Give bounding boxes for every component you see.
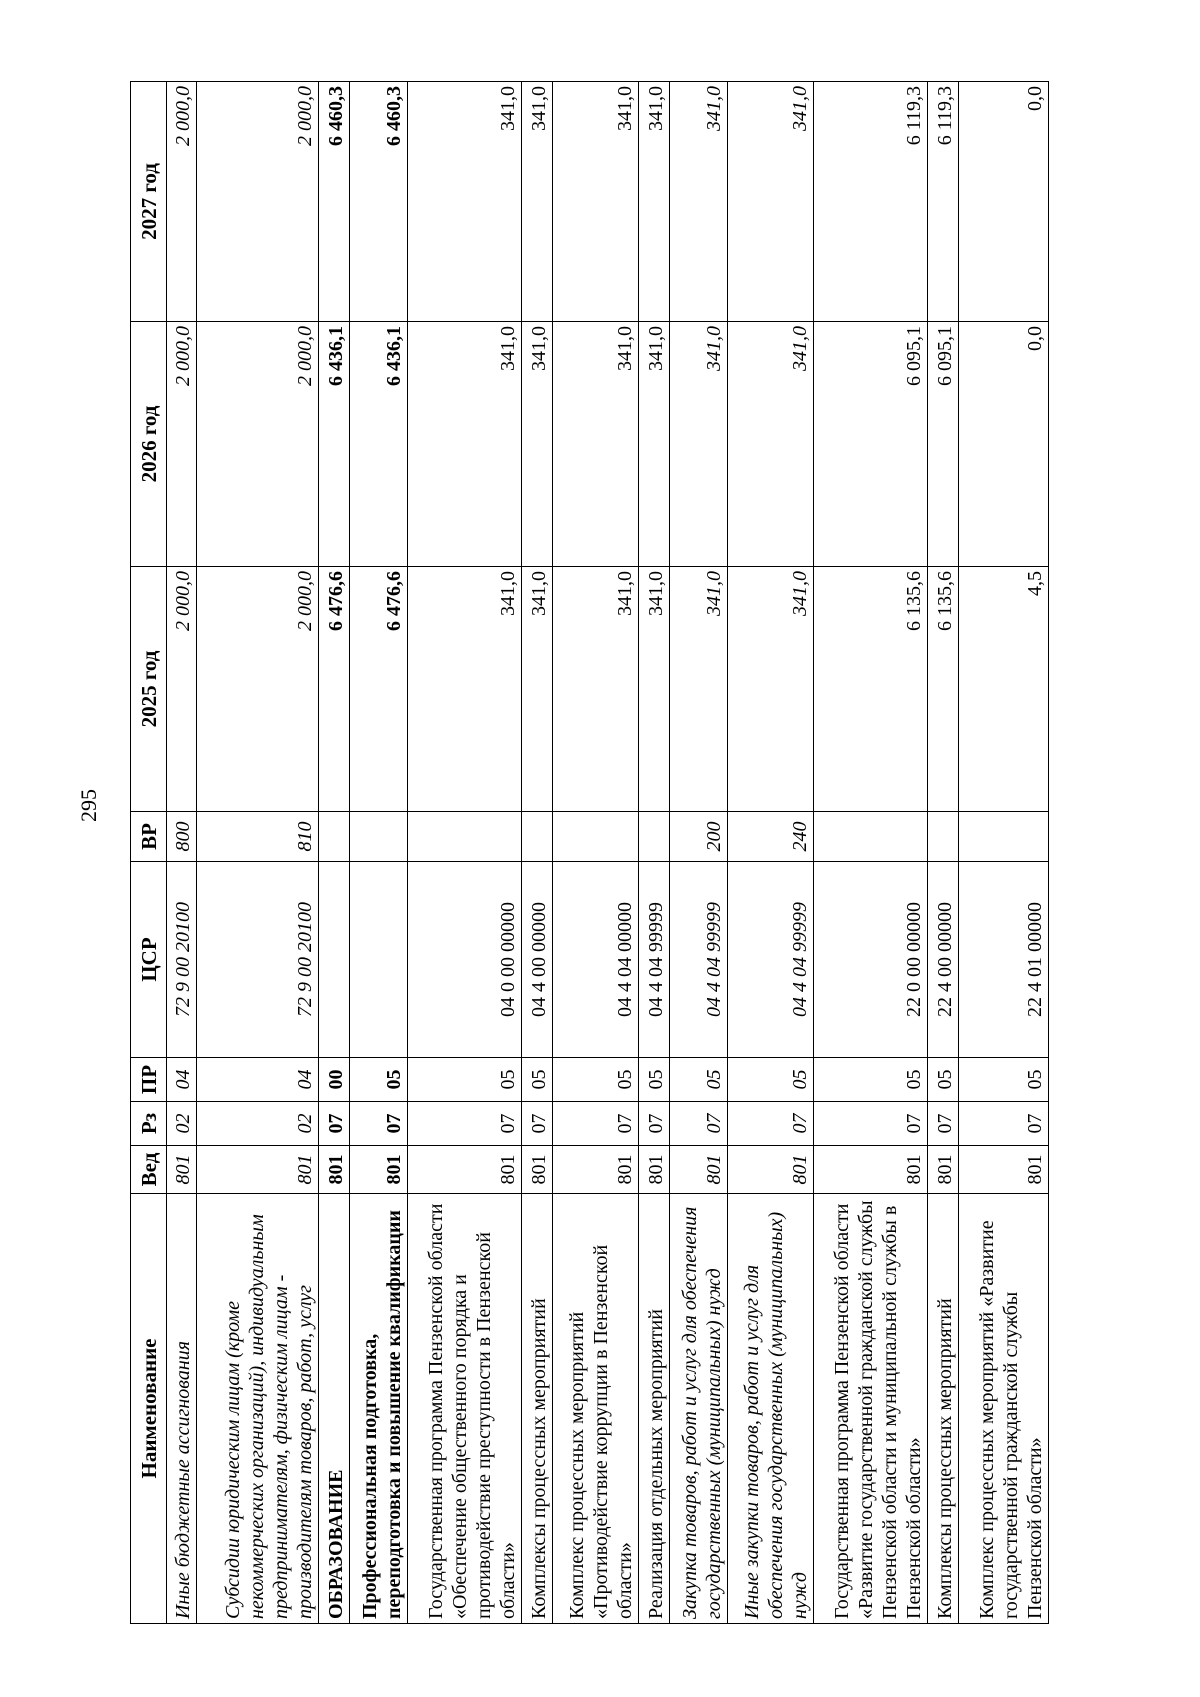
cell-ved: 801 [408,1146,522,1194]
cell-rz: 07 [728,1102,814,1146]
budget-table [130,81,1049,1624]
cell-csr: 04 4 04 99999 [670,862,728,1058]
budget-table-container [130,82,1046,1624]
header-name: Наименование [131,1194,167,1624]
cell-y2025: 6 135,6 [928,567,959,812]
cell-y2026: 341,0 [522,322,553,567]
table-row [814,82,928,1624]
cell-pr: 05 [639,1058,670,1102]
cell-csr [350,862,408,1058]
cell-vr [928,812,959,862]
cell-vr [408,812,522,862]
cell-name: Комплекс процессных мероприятий «Противодействие коррупции в Пензенской области» [553,1194,639,1624]
cell-y2026: 2 000,0 [167,322,197,567]
cell-y2025: 2 000,0 [197,567,319,812]
cell-ved: 801 [350,1146,408,1194]
cell-rz: 07 [522,1102,553,1146]
cell-pr: 05 [553,1058,639,1102]
cell-y2027: 6 460,3 [319,82,350,322]
cell-y2026: 6 095,1 [928,322,959,567]
cell-y2025: 6 476,6 [319,567,350,812]
cell-ved: 801 [167,1146,197,1194]
cell-csr: 04 4 00 00000 [522,862,553,1058]
cell-y2027: 2 000,0 [197,82,319,322]
cell-vr [553,812,639,862]
cell-y2026: 341,0 [408,322,522,567]
table-row [522,82,553,1624]
cell-name: Комплексы процессных мероприятий [928,1194,959,1624]
header-vr: ВР [131,812,167,862]
cell-csr: 22 0 00 00000 [814,862,928,1058]
cell-y2025: 341,0 [553,567,639,812]
table-row [639,82,670,1624]
cell-rz: 02 [197,1102,319,1146]
cell-ved: 801 [670,1146,728,1194]
cell-y2025: 2 000,0 [167,567,197,812]
header-pr: ПР [131,1058,167,1102]
cell-vr: 240 [728,812,814,862]
cell-csr: 04 4 04 99999 [728,862,814,1058]
cell-y2025: 6 135,6 [814,567,928,812]
cell-pr: 05 [522,1058,553,1102]
cell-csr: 04 4 04 99999 [639,862,670,1058]
cell-y2027: 6 119,3 [814,82,928,322]
cell-vr: 800 [167,812,197,862]
cell-ved: 801 [553,1146,639,1194]
cell-name: Государственная программа Пензенской области «Обеспечение общественного порядка и противодействие преступности в Пензенской области» [408,1194,522,1624]
cell-csr: 72 9 00 20100 [197,862,319,1058]
cell-rz: 07 [553,1102,639,1146]
cell-y2026: 341,0 [670,322,728,567]
cell-vr [319,812,350,862]
cell-name: Профессиональная подготовка, переподготовка и повышение квалификации [350,1194,408,1624]
cell-vr [814,812,928,862]
table-row [350,82,408,1624]
table-row [728,82,814,1624]
cell-pr: 00 [319,1058,350,1102]
cell-csr: 72 9 00 20100 [167,862,197,1058]
cell-vr [522,812,553,862]
cell-csr: 04 4 04 00000 [553,862,639,1058]
cell-pr: 04 [197,1058,319,1102]
cell-ved: 801 [959,1146,1049,1194]
cell-csr: 04 0 00 00000 [408,862,522,1058]
cell-name: Государственная программа Пензенской области «Развитие государственной гражданской службы Пензенской области и муниципальной службы в Пензенской области» [814,1194,928,1624]
cell-y2026: 341,0 [553,322,639,567]
table-row [167,82,197,1624]
cell-y2025: 6 476,6 [350,567,408,812]
cell-y2027: 0,0 [959,82,1049,322]
header-2027: 2027 год [131,82,167,322]
page-number: 295 [76,789,101,822]
cell-csr: 22 4 01 00000 [959,862,1049,1058]
cell-vr: 200 [670,812,728,862]
cell-vr: 810 [197,812,319,862]
cell-y2025: 341,0 [728,567,814,812]
cell-y2026: 6 436,1 [350,322,408,567]
cell-ved: 801 [197,1146,319,1194]
cell-csr [319,862,350,1058]
cell-y2025: 4,5 [959,567,1049,812]
cell-rz: 07 [319,1102,350,1146]
cell-rz: 07 [814,1102,928,1146]
cell-y2025: 341,0 [408,567,522,812]
cell-vr [959,812,1049,862]
table-row [670,82,728,1624]
cell-y2026: 6 095,1 [814,322,928,567]
cell-rz: 07 [639,1102,670,1146]
table-row [197,82,319,1624]
cell-pr: 05 [928,1058,959,1102]
cell-y2027: 6 460,3 [350,82,408,322]
header-row [131,82,167,1624]
cell-y2026: 0,0 [959,322,1049,567]
header-2026: 2026 год [131,322,167,567]
cell-name: Субсидии юридическим лицам (кроме некоммерческих организаций), индивидуальным предпринимателям, физическим лицам - производителям товаров, работ, услуг [197,1194,319,1624]
cell-ved: 801 [814,1146,928,1194]
cell-rz: 07 [670,1102,728,1146]
table-row [959,82,1049,1624]
cell-csr: 22 4 00 00000 [928,862,959,1058]
header-csr: ЦСР [131,862,167,1058]
cell-y2027: 341,0 [408,82,522,322]
cell-pr: 05 [728,1058,814,1102]
cell-y2027: 6 119,3 [928,82,959,322]
cell-rz: 07 [959,1102,1049,1146]
table-row [928,82,959,1624]
cell-ved: 801 [639,1146,670,1194]
cell-pr: 05 [670,1058,728,1102]
cell-y2025: 341,0 [639,567,670,812]
cell-vr [350,812,408,862]
header-ved: Вед [131,1146,167,1194]
cell-rz: 07 [408,1102,522,1146]
cell-name: Закупка товаров, работ и услуг для обеспечения государственных (муниципальных) нужд [670,1194,728,1624]
cell-name: Иные бюджетные ассигнования [167,1194,197,1624]
cell-y2027: 341,0 [728,82,814,322]
cell-ved: 801 [728,1146,814,1194]
cell-ved: 801 [928,1146,959,1194]
cell-ved: 801 [319,1146,350,1194]
cell-name: Реализация отдельных мероприятий [639,1194,670,1624]
cell-y2025: 341,0 [522,567,553,812]
cell-y2026: 341,0 [728,322,814,567]
header-2025: 2025 год [131,567,167,812]
cell-rz: 07 [350,1102,408,1146]
cell-name: Комплекс процессных мероприятий «Развитие государственной гражданской службы Пензенской области» [959,1194,1049,1624]
cell-y2027: 341,0 [670,82,728,322]
cell-rz: 02 [167,1102,197,1146]
cell-y2026: 2 000,0 [197,322,319,567]
table-row [408,82,522,1624]
cell-y2027: 341,0 [553,82,639,322]
cell-pr: 05 [814,1058,928,1102]
cell-name: Иные закупки товаров, работ и услуг для обеспечения государственных (муниципальных) нужд [728,1194,814,1624]
cell-y2027: 341,0 [522,82,553,322]
cell-y2027: 2 000,0 [167,82,197,322]
cell-y2027: 341,0 [639,82,670,322]
cell-y2025: 341,0 [670,567,728,812]
cell-rz: 07 [928,1102,959,1146]
cell-pr: 05 [959,1058,1049,1102]
cell-ved: 801 [522,1146,553,1194]
cell-name: Комплексы процессных мероприятий [522,1194,553,1624]
table-row [553,82,639,1624]
cell-name: ОБРАЗОВАНИЕ [319,1194,350,1624]
cell-vr [639,812,670,862]
cell-pr: 04 [167,1058,197,1102]
cell-y2026: 6 436,1 [319,322,350,567]
cell-pr: 05 [408,1058,522,1102]
cell-pr: 05 [350,1058,408,1102]
table-row [319,82,350,1624]
header-rz: Рз [131,1102,167,1146]
cell-y2026: 341,0 [639,322,670,567]
